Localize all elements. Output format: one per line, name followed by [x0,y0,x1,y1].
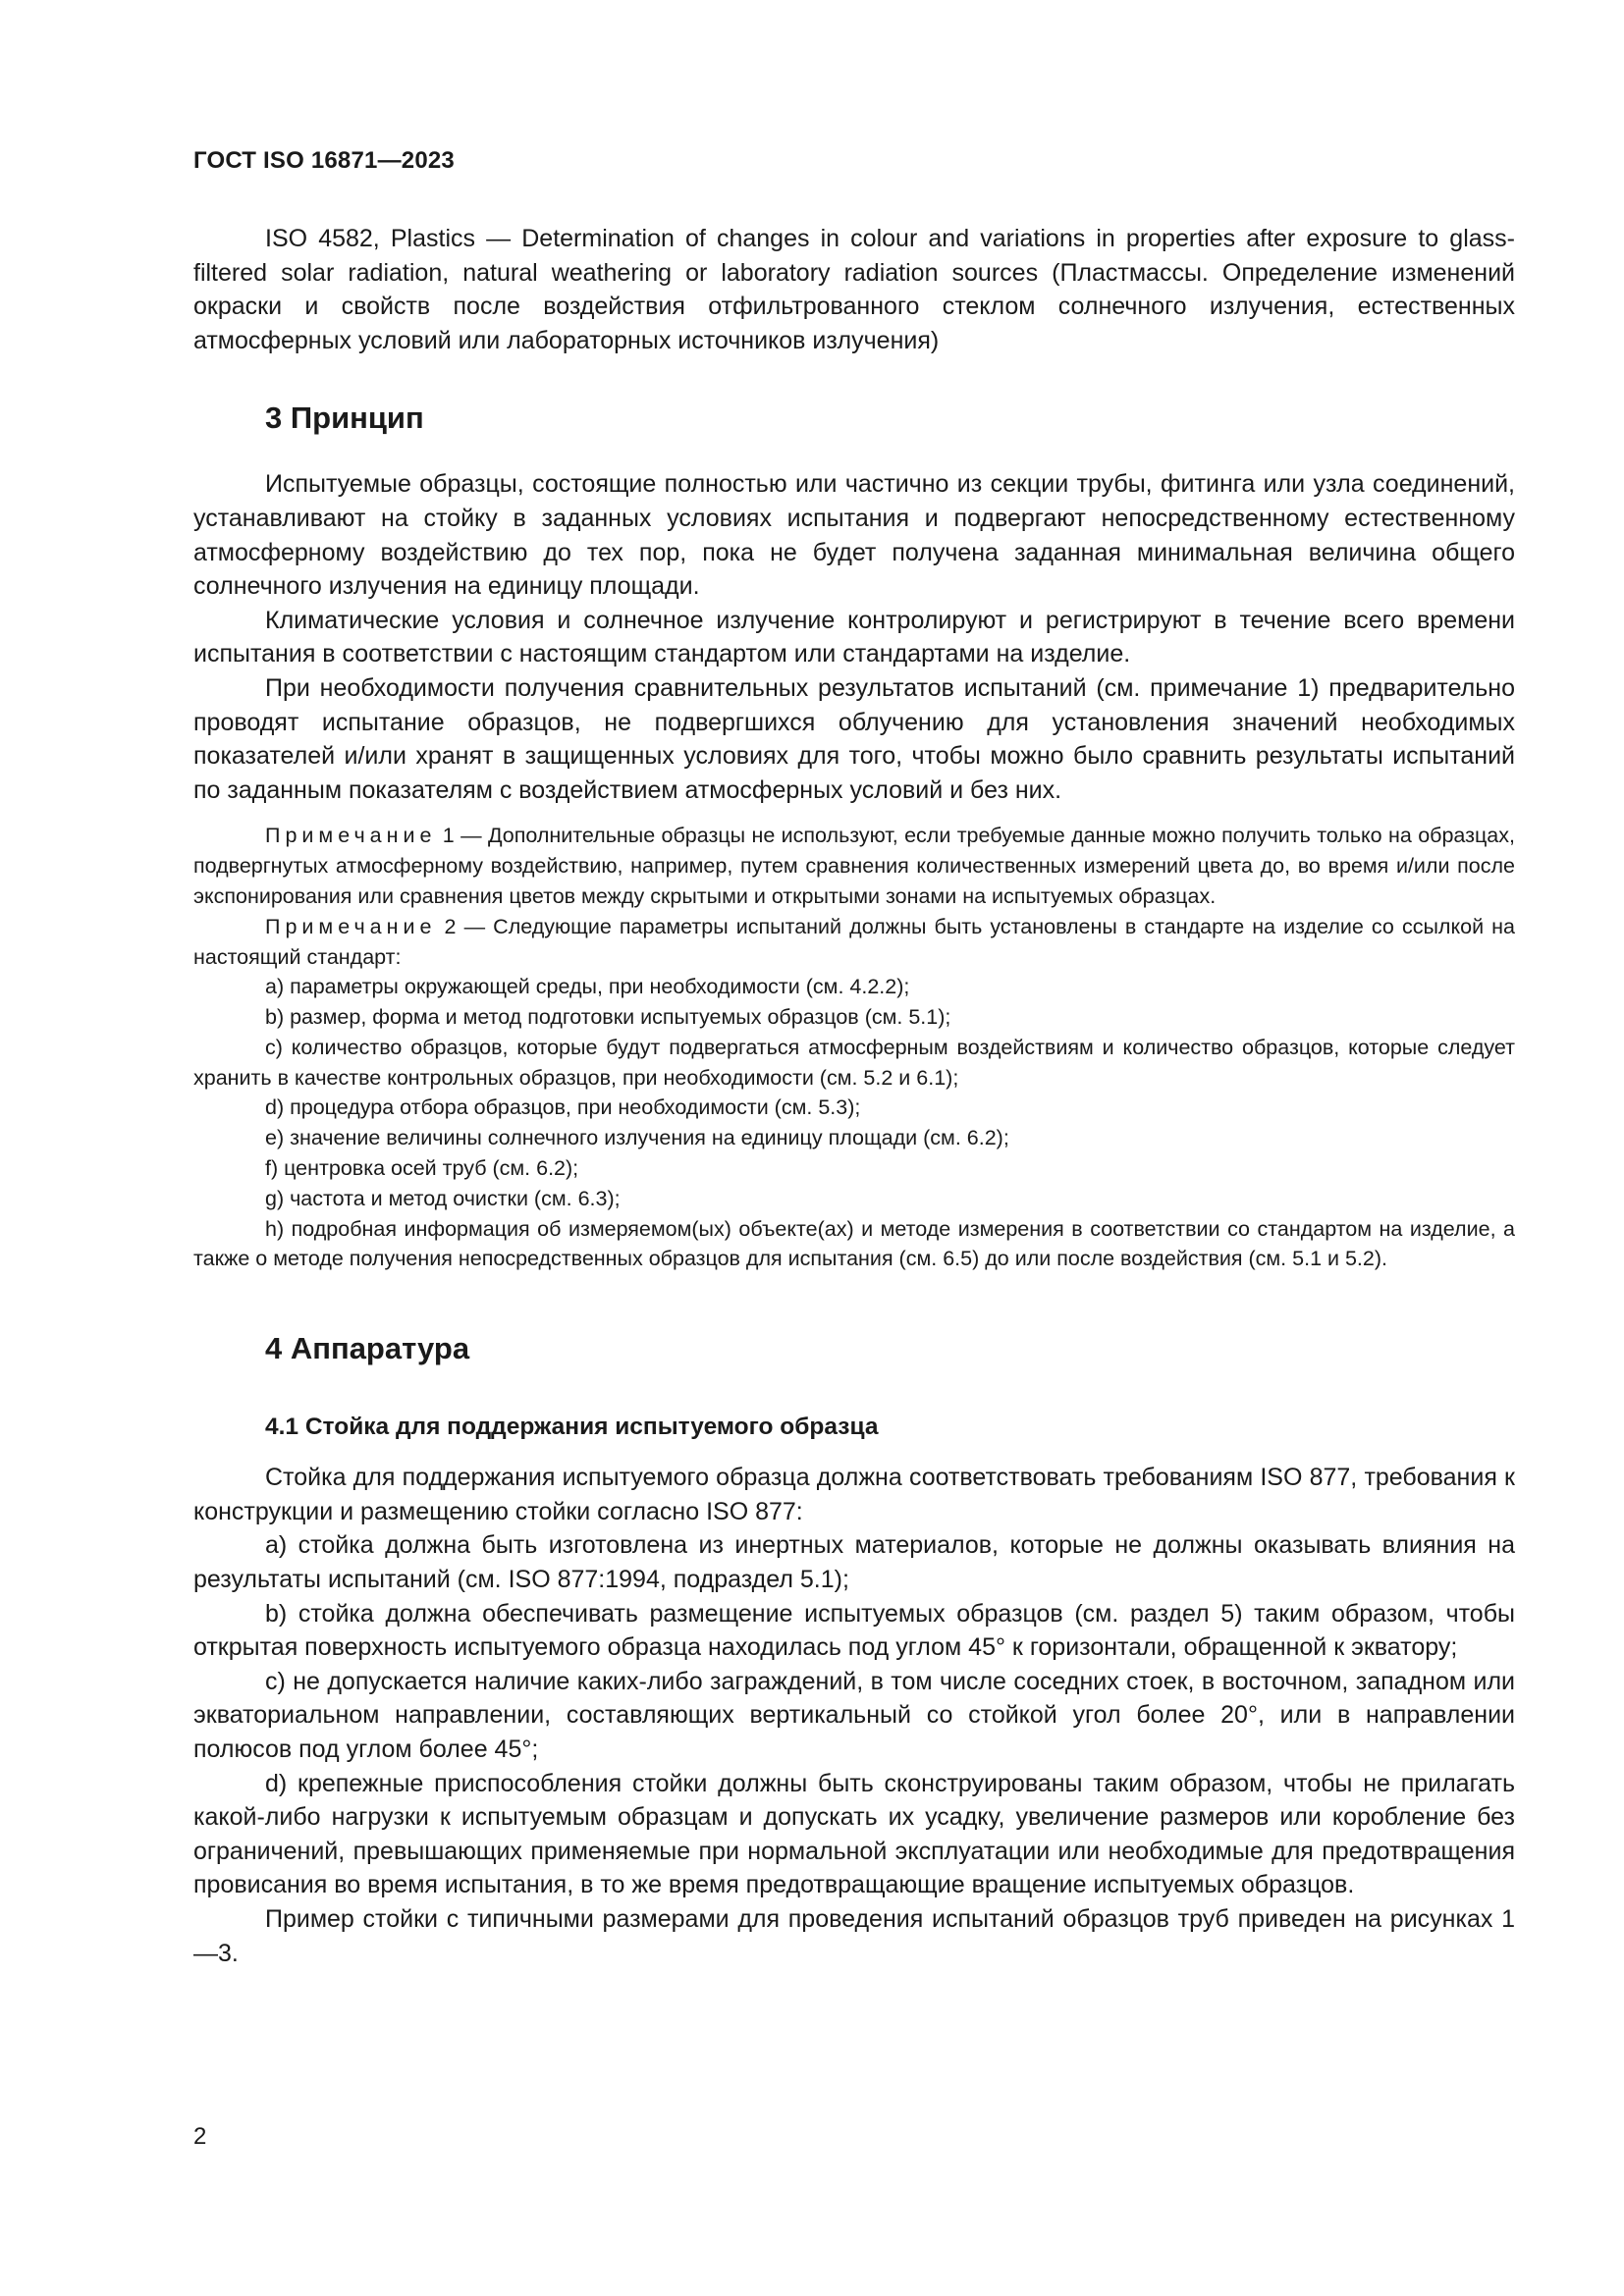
note-2-item-f: f) центровка осей труб (см. 6.2); [265,1156,579,1181]
note-2-item-g: g) частота и метод очистки (см. 6.3); [265,1186,621,1210]
requirement-item-a: a) стойка должна быть изготовлена из инертных материалов, которые не должны оказывать влияния на результаты испытаний (см. ISO 877:1994, подраздел 5.1); [193,1531,1515,1594]
page-number: 2 [193,2123,207,2150]
subsection-4-1-intro: Стойка для поддержания испытуемого образца должна соответствовать требованиям ISO 877, требования к конструкции и размещению стойки согласно ISO 877: [193,1464,1515,1525]
document-header: ГОСТ ISO 16871—2023 [193,147,455,174]
note-2-item-c: c) количество образцов, которые будут подвергаться атмосферным воздействиям и количество образцов, которые следует хранить в качестве контрольных образцов, при необходимости (см. 5.2 и 6.1); [193,1035,1515,1090]
subsection-4-1-closing: Пример стойки с типичными размерами для проведения испытаний образцов труб приведен на рисунках 1—3. [193,1904,1515,1967]
section-3-paragraph: Климатические условия и солнечное излучение контролируют и регистрируют в течение всего времени испытания в соответствии с настоящим стандартом или стандартами на изделие. [193,606,1515,668]
note-2 [193,912,1515,973]
note-2-item-h: h) подробная информация об измеряемом(ых) объекте(ах) и методе измерения в соответствии со стандартом на изделие, а также о методе получения непосредственных образцов для испытания (см. 6.5) до или после воздействия (см. 5.1 и 5.2). [193,1216,1515,1271]
note-1-text: 1 — Дополнительные образцы не используют, если требуемые данные можно получить только на образцах, подвергнутых атмосферному воздействию, например, путем сравнения количественных измерений цвета до, во время и/или после экспонирования или сравнения цветов между скрытыми и открытыми зонами на испытуемых образцах. [193,824,1515,908]
reference-entry: ISO 4582, Plastics — Determination of changes in colour and variations in properties after exposure to glass-filtered solar radiation, natural weathering or laboratory radiation sources (Пластмассы. Определение изменений окраски и свойств после воздействия отфильтрованного стеклом солнечного излучения, естественных атмосферных условий или лабораторных источников излучения) [193,225,1515,354]
section-4-heading: 4 Аппаратура [265,1331,470,1366]
note-2-label: Примечание [265,914,437,938]
requirement-item-b: b) стойка должна обеспечивать размещение испытуемых образцов (см. раздел 5) таким образом, чтобы открытая поверхность испытуемого образца находилась под углом 45° к горизонтали, обращенной к экватору; [193,1599,1515,1662]
note-2-item-a: a) параметры окружающей среды, при необходимости (см. 4.2.2); [265,975,910,999]
requirement-item-d: d) крепежные приспособления стойки должны быть сконструированы таким образом, чтобы не прилагать какой-либо нагрузки к испытуемым образцам и допускать их усадку, увеличение размеров или коробление без ограничений, превышающих применяемые при нормальной эксплуатации или необходимые для предотвращения провисания во время испытания, в то же время предотвращающие вращение испытуемых образцов. [193,1769,1515,1899]
section-3-heading: 3 Принцип [265,400,424,436]
note-2-item-d: d) процедура отбора образцов, при необходимости (см. 5.3); [265,1095,861,1120]
note-1-label: Примечание [265,824,437,848]
section-3-paragraph: При необходимости получения сравнительных результатов испытаний (см. примечание 1) предварительно проводят испытание образцов, не подвергшихся облучению для установления значений необходимых показателей и/или хранят в защищенных условиях для того, чтобы можно было сравнить результаты испытаний по заданным показателям с воздействием атмосферных условий и без них. [193,673,1515,804]
section-3-paragraph: Испытуемые образцы, состоящие полностью или частично из секции трубы, фитинга или узла соединений, устанавливают на стойку в заданных условиях испытания и подвергают непосредственному естественному атмосферному воздействию до тех пор, пока не будет получена заданная минимальная величина общего солнечного излучения на единицу площади. [193,470,1515,601]
page-content [193,222,1515,1970]
subsection-4-1-heading: 4.1 Стойка для поддержания испытуемого образца [265,1414,879,1441]
note-2-item-e: e) значение величины солнечного излучения на единицу площади (см. 6.2); [265,1126,1009,1150]
requirement-item-c: c) не допускается наличие каких-либо заграждений, в том числе соседних стоек, в восточном, западном или экваториальном направлении, составляющих вертикальный со стойкой угол более 20°, или в направлении полюсов под углом более 45°; [193,1667,1515,1764]
note-2-text: 2 — Следующие параметры испытаний должны быть установлены в стандарте на изделие со ссылкой на настоящий стандарт: [193,914,1515,969]
note-1 [193,821,1515,911]
note-2-item-b: b) размер, форма и метод подготовки испытуемых образцов (см. 5.1); [265,1005,951,1030]
